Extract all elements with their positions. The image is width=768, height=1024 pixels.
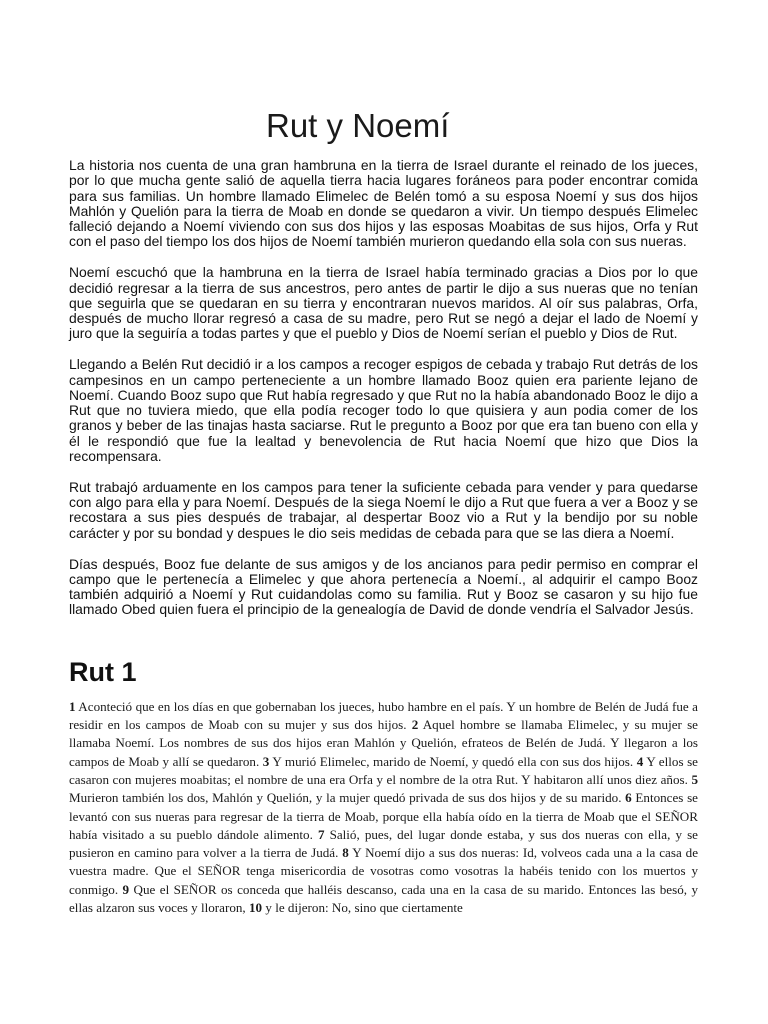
verse-number: 5 — [691, 771, 698, 787]
verse-number: 1 — [69, 698, 76, 714]
story-paragraph: Rut trabajó arduamente en los campos para tener la suficiente cebada para vender y para quedarse con algo para ella y para Noemí. Después de la siega Noemí le dijo a Rut que fuera a ver a Booz y se recostara a sus pies después de trabajar, al despertar Booz vio a Rut y la bendijo por su noble carácter y por su bondad y despues le dio seis medidas de cebada para que se las diera a Noemí. — [69, 478, 698, 541]
story-paragraph: Llegando a Belén Rut decidió ir a los campos a recoger espigos de cebada y trabajo Rut detrás de los campesinos en un campo perteneciente a un hombre llamado Booz quien era pariente lejano de Noemí. Cuando Booz supo que Rut había regresado y que Rut no la había abandonado Booz le dijo a Rut que no tuviera miedo, que ella podía recoger todo lo que quisiera y aun podia comer de los granos y beber de las tinajas hasta saciarse. Rut le pregunto a Booz por que era tan bueno con ella y él le respondió que fue la lealtad y benevolencia de Rut hacia Noemí que hizo que Dios la recompensara. — [69, 356, 698, 465]
verse-number: 9 — [122, 881, 130, 897]
verse-number: 7 — [317, 826, 325, 842]
verse-text: Que el SEÑOR os conceda que halléis descanso, cada una en la casa de su marido. Entonces las besó, y ellas alzaron sus voces y lloraron, — [69, 881, 698, 915]
story-paragraph: Días después, Booz fue delante de sus amigos y de los ancianos para pedir permiso en comprar el campo que le pertenecía a Elimelec y que ahora pertenecía a Noemí., al adquirir el campo Booz también adquirió a Noemí y Rut cuidandolas como su familia. Rut y Booz se casaron y su hijo fue llamado Obed quien fuera el principio de la genealogía de David de donde vendría el Salvador Jesús. — [69, 555, 698, 618]
verse-number: 2 — [411, 717, 419, 733]
verse-text: Y Noemí dijo a sus dos nueras: Id, volveos cada una a la casa de vuestra madre. Que el SEÑOR tenga misericordia de vosotras como vosotras la habéis tenido con los muertos y conmigo. — [69, 845, 699, 897]
verse-text: Y ellos se casaron con mujeres moabitas; el nombre de una era Orfa y el nombre de la otra Rut. Y habitaron allí unos diez años. — [69, 753, 698, 787]
verse — [249, 900, 463, 915]
verse-number: 6 — [625, 790, 632, 806]
story-paragraph: La historia nos cuenta de una gran hambruna en la tierra de Israel durante el reinado de los jueces, por lo que mucha gente salió de aquella tierra hacia lugares foráneos para poder encontrar comida para sus familias. Un hombre llamado Elimelec de Belén tomó a su esposa Noemí y sus dos hijos Mahlón y Quelión para la tierra de Moab en donde se quedaron a vivir. Un tiempo después Elimelec falleció dejando a Noemí viviendo con sus dos hijos y las esposas Moabitas de sus hijos, Orfa y Rut con el paso del tiempo los dos hijos de Noemí también murieron quedando ella sola con sus nueras. — [69, 157, 698, 250]
verse-number: 10 — [249, 899, 263, 915]
story-paragraph: Noemí escuchó que la hambruna en la tierra de Israel había terminado gracias a Dios por lo que decidió regresar a la tierra de sus ancestros, pero antes de partir le dijo a sus nueras que no tenían que seguirla que se quedaran en su tierra y encontraran nuevos maridos. Al oír sus palabras, Orfa, después de mucho llorar regresó a casa de su madre, pero Rut se negó a dejar el lado de Noemí y juro que la seguiría a todas partes y que el pueblo y Dios de Noemí serían el pueblo y Dios de Rut. — [69, 264, 698, 342]
verse-number: 8 — [342, 845, 349, 861]
verse-text: Y murió Elimelec, marido de Noemí, y quedó ella con sus dos hijos. — [272, 753, 634, 769]
verse — [263, 754, 633, 769]
verse-number: 4 — [636, 753, 644, 769]
story-body — [69, 158, 698, 618]
verse-text: Murieron también los dos, Mahlón y Quelión, y la mujer quedó privada de sus dos hijos y de su marido. — [69, 790, 622, 806]
verse-number: 3 — [262, 753, 270, 769]
verse-text: Entonces se levantó con sus nueras para regresar de la tierra de Moab, porque ella había oído en la tierra de Moab que el SEÑOR había visitado a su pueblo dándole alimento. — [69, 790, 698, 842]
chapter-heading: Rut 1 — [69, 656, 137, 687]
verse-text: Aconteció que en los días en que gobernaban los jueces, hubo hambre en el país. Y un hombre de Belén de Judá fue a residir en los campos de Moab con su mujer y sus dos hijos. — [69, 698, 698, 733]
page-title: Rut y Noemí — [266, 107, 450, 144]
scripture-text — [69, 698, 698, 918]
verse-text: Aquel hombre se llamaba Elimelec, y su mujer se llamaba Noemí. Los nombres de sus dos hijos eran Mahlón y Quelión, efrateos de Belén de Judá. Y llegaron a los campos de Moab y allí se quedaron. — [69, 717, 698, 769]
verse-text: Salió, pues, del lugar donde estaba, y sus dos nueras con ella, y se pusieron en camino para volver a la tierra de Judá. — [69, 826, 698, 861]
verse-text: y le dijeron: No, sino que ciertamente — [265, 899, 463, 915]
